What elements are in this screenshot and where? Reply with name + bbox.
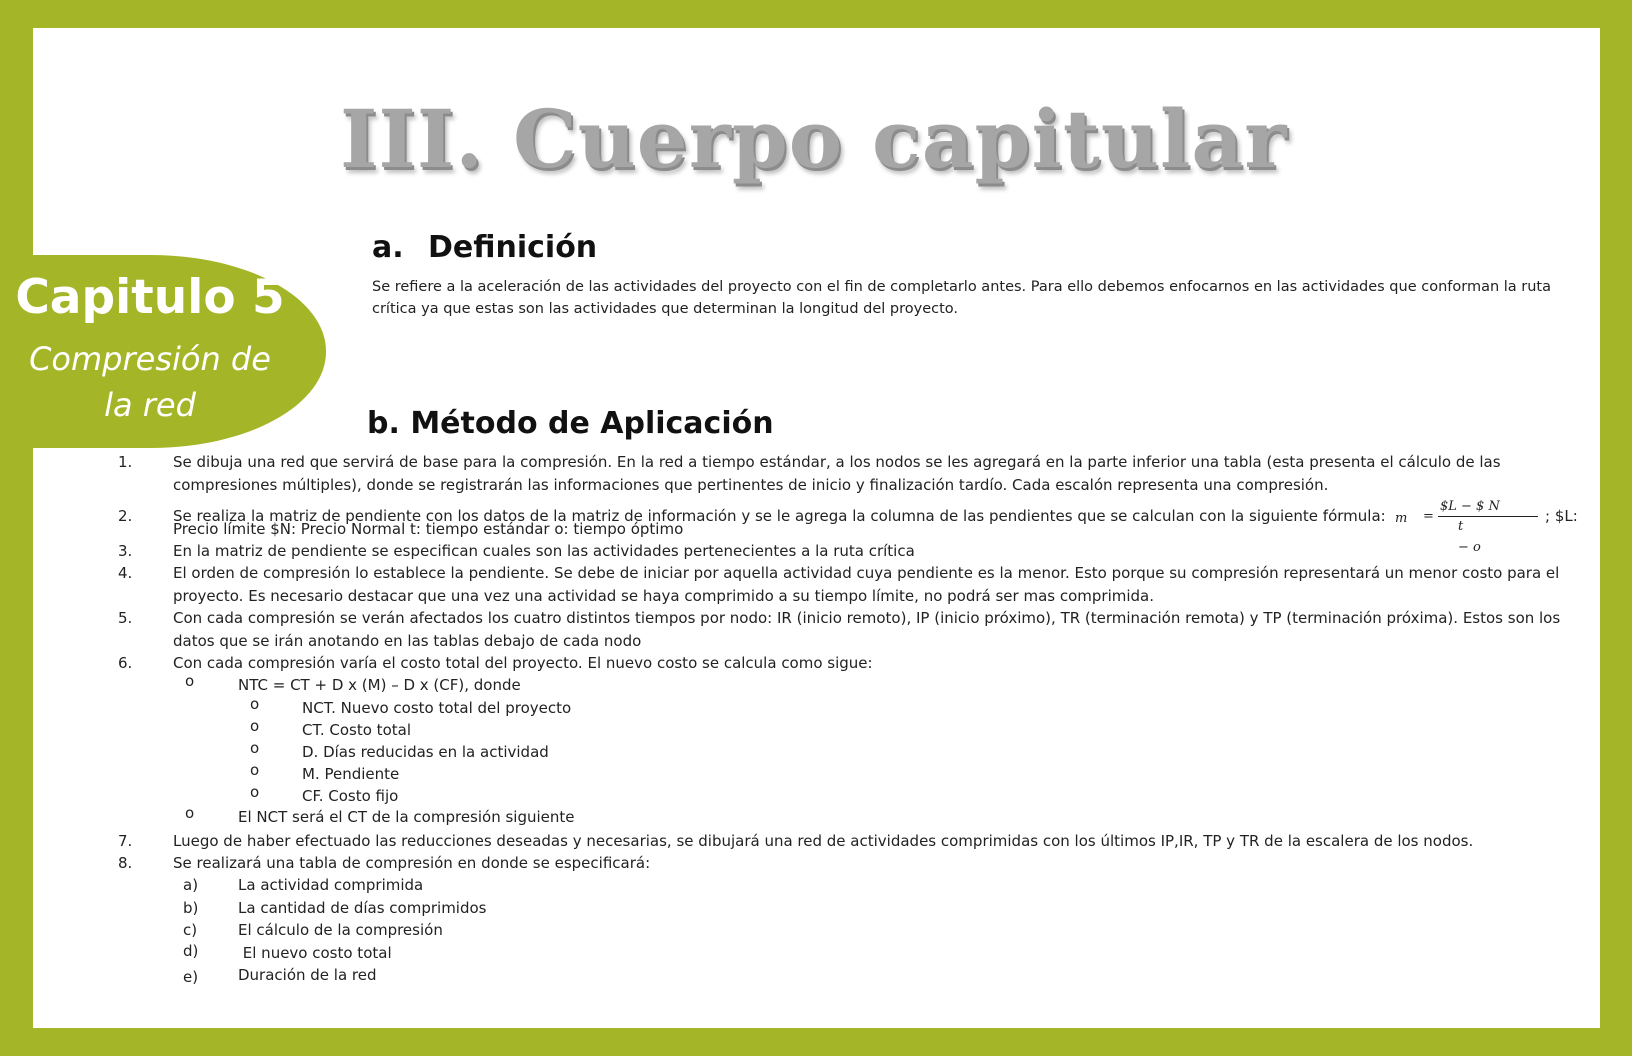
sub-item: Duración de la red: [238, 966, 377, 984]
sub-label: e): [183, 968, 199, 986]
definition-item: M. Pendiente: [302, 765, 400, 783]
definition-item: D. Días reducidas en la actividad: [302, 743, 549, 761]
list-item: El orden de compresión lo establece la pendiente. Se debe de iniciar por aquella actividad cuya pendiente es la menor. Esto porque su compresión representará un menor costo para el proyecto. Es necesario destacar que una vez una actividad se haya comprimido a su tiempo límite, no podrá ser mas comprimida.: [173, 564, 1560, 605]
sub-label: c): [183, 921, 198, 939]
definition-paragraph: Se refiere a la aceleración de las actividades del proyecto con el fin de completarlo antes. Para ello debemos enfocarnos en las actividades que conforman la ruta crítica ya que estas son las actividades que determinan la longitud del proyecto.: [372, 279, 1551, 317]
definition-item: CT. Costo total: [302, 721, 411, 739]
sub-item: La cantidad de días comprimidos: [238, 899, 487, 917]
definition-item: NCT. Nuevo costo total del proyecto: [302, 699, 572, 717]
list-number: 3.: [118, 542, 133, 560]
bullet-glyph: o: [185, 672, 195, 690]
chapter-number: Capitulo 5: [15, 270, 285, 325]
bullet-glyph: o: [250, 717, 260, 735]
formula-denominator-continuation: − o: [1458, 540, 1481, 555]
bullet-glyph: o: [250, 695, 260, 713]
list-number: 2.: [118, 507, 133, 525]
sub-label: d): [183, 942, 199, 960]
bullet-glyph: o: [250, 761, 260, 779]
list-number: 4.: [118, 564, 133, 582]
fraction-bar: [1438, 516, 1538, 517]
list-item: Se realizará una tabla de compresión en donde se especificará:: [173, 854, 651, 872]
formula-line: NTC = CT + D x (M) – D x (CF), donde: [238, 676, 521, 694]
list-item: Se dibuja una red que servirá de base para la compresión. En la red a tiempo estándar, a los nodos se les agregará en la parte inferior una tabla (esta presenta el cálculo de las compresiones múltiples), donde se registrarán las informaciones que pertinentes de inicio y finalización tardío. Cada escalón representa una compresión.: [173, 453, 1501, 494]
chapter-name-line1: Compresión de: [29, 340, 271, 378]
section-b-heading: b. Método de Aplicación: [367, 406, 774, 441]
formula-lhs: m: [1395, 511, 1408, 526]
formula-tail: ; $L:: [1545, 507, 1578, 525]
list-item: En la matriz de pendiente se especifican cuales son las actividades pertenecientes a la ruta crítica: [173, 542, 915, 560]
section-a-title: Definición: [428, 230, 598, 265]
bullet-glyph: o: [250, 739, 260, 757]
sub-item: La actividad comprimida: [238, 876, 424, 894]
sub-label: a): [183, 876, 199, 894]
note-line: El NCT será el CT de la compresión siguiente: [238, 808, 575, 826]
sub-item: El nuevo costo total: [238, 944, 392, 962]
list-item: Se realiza la matriz de pendiente con los datos de la matriz de información y se le agrega la columna de las pendientes que se calculan con la siguiente fórmula:: [173, 507, 1386, 525]
chapter-name-line2: la red: [104, 386, 196, 424]
bullet-glyph: o: [250, 783, 260, 801]
bullet-glyph: o: [185, 804, 195, 822]
list-number: 6.: [118, 654, 133, 672]
formula-equals: =: [1423, 509, 1434, 524]
list-number: 1.: [118, 453, 133, 471]
chapter-name: [0, 336, 300, 428]
list-item-continuation: Precio límite $N: Precio Normal t: tiempo estándar o: tiempo óptimo: [173, 520, 684, 538]
definition-item: CF. Costo fijo: [302, 787, 399, 805]
section-a-heading: [372, 230, 597, 265]
section-a-label: a.: [372, 230, 404, 265]
list-number: 5.: [118, 609, 133, 627]
sub-item: El cálculo de la compresión: [238, 921, 443, 939]
formula-numerator: $L − $ N: [1440, 499, 1500, 514]
sub-label: b): [183, 899, 199, 917]
list-item: Luego de haber efectuado las reducciones deseadas y necesarias, se dibujará una red de actividades comprimidas con los últimos IP,IR, TP y TR de la escalera de los nodos.: [173, 832, 1474, 850]
list-number: 8.: [118, 854, 133, 872]
list-item: Con cada compresión varía el costo total del proyecto. El nuevo costo se calcula como sigue:: [173, 654, 873, 672]
list-item: Con cada compresión se verán afectados los cuatro distintos tiempos por nodo: IR (inicio remoto), IP (inicio próximo), TR (terminación remota) y TP (terminación próxima). Estos son los datos que se irán anotando en las tablas debajo de cada nodo: [173, 609, 1561, 650]
list-number: 7.: [118, 832, 133, 850]
formula-denominator: t: [1458, 519, 1464, 534]
chapter-badge: [0, 255, 326, 448]
page-title: III. Cuerpo capitular: [340, 92, 1288, 186]
